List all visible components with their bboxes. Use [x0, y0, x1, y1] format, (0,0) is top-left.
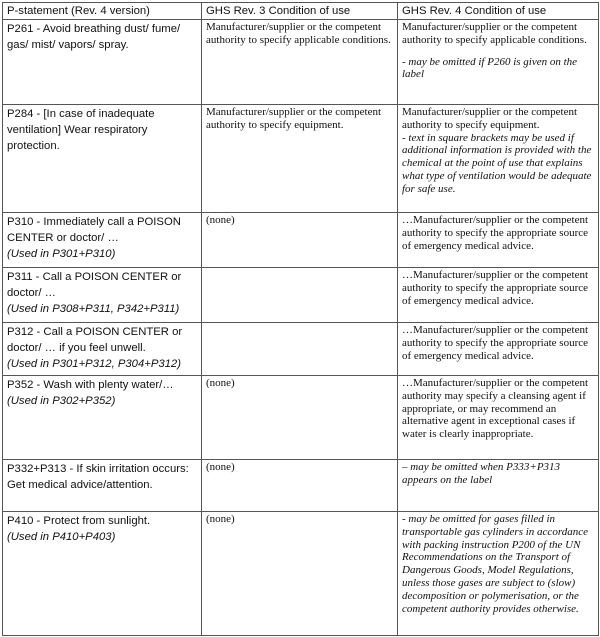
rev3-cell: [202, 323, 398, 376]
rev4-cell: [398, 213, 599, 268]
rev3-cell: [202, 268, 398, 323]
p-statement-cell: [3, 460, 202, 512]
ghs-conditions-table: [2, 2, 599, 636]
rev3-cell: [202, 376, 398, 460]
statement-text: P311 - Call a POISON CENTER or doctor/ …: [7, 271, 182, 299]
p-statement-cell: [3, 20, 202, 105]
header-rev3-condition: GHS Rev. 3 Condition of use: [202, 3, 398, 20]
table-row: [3, 105, 599, 213]
rev4-text: …Manufacturer/supplier or the competent authority to specify the appropriate source of emergency medical advice.: [402, 324, 589, 362]
rev3-cell: [202, 512, 398, 636]
p-statement-cell: [3, 213, 202, 268]
header-rev4-condition: GHS Rev. 4 Condition of use: [398, 3, 599, 20]
statement-text: P261 - Avoid breathing dust/ fume/ gas/ mist/ vapors/ spray.: [7, 23, 181, 51]
rev3-text: (none): [206, 214, 235, 226]
rev4-cell: [398, 460, 599, 512]
rev4-note: - text in square brackets may be used if additional information is provided with the chemical at the point of use that explains what type of ventilation would be adequate for safe use.: [402, 131, 592, 195]
used-in-text: (Used in P410+P403): [7, 531, 116, 543]
p-statement-cell: [3, 105, 202, 213]
rev4-cell: [398, 376, 599, 460]
header-p-statement: P-statement (Rev. 4 version): [3, 3, 202, 20]
rev4-text: Manufacturer/supplier or the competent authority to specify applicable conditions.: [402, 21, 587, 46]
rev4-text: …Manufacturer/supplier or the competent authority to specify the appropriate source of emergency medical advice.: [402, 214, 589, 252]
rev3-cell: [202, 213, 398, 268]
used-in-text: (Used in P301+P312, P304+P312): [7, 358, 181, 370]
statement-text: P312 - Call a POISON CENTER or doctor/ … if you feel unwell.: [7, 326, 183, 354]
rev4-cell: [398, 105, 599, 213]
rev4-text: …Manufacturer/supplier or the competent authority may specify a cleansing agent if appropriate, or may recommend an alternative agent in exceptional cases if water is clearly inappropriate.: [402, 377, 589, 441]
rev4-cell: [398, 323, 599, 376]
rev3-cell: [202, 460, 398, 512]
statement-text: P332+P313 - If skin irritation occurs: Get medical advice/attention.: [7, 463, 189, 491]
statement-text: P284 - [In case of inadequate ventilation] Wear respiratory protection.: [7, 108, 155, 152]
rev4-note: - may be omitted if P260 is given on the label: [402, 55, 578, 81]
table-row: [3, 376, 599, 460]
statement-text: P410 - Protect from sunlight.: [7, 515, 151, 527]
rev3-cell: [202, 105, 398, 213]
p-statement-cell: [3, 268, 202, 323]
header-row: [3, 3, 599, 20]
p-statement-cell: [3, 376, 202, 460]
used-in-text: (Used in P308+P311, P342+P311): [7, 303, 180, 315]
rev3-cell: [202, 20, 398, 105]
p-statement-cell: [3, 323, 202, 376]
table-row: [3, 213, 599, 268]
table-row: [3, 460, 599, 512]
rev4-cell: [398, 512, 599, 636]
table-row: [3, 268, 599, 323]
table-row: [3, 323, 599, 376]
rev4-text: Manufacturer/supplier or the competent authority to specify equipment.: [402, 106, 578, 131]
rev3-text: (none): [206, 377, 235, 389]
statement-text: P310 - Immediately call a POISON CENTER or doctor/ …: [7, 216, 181, 244]
rev4-text: …Manufacturer/supplier or the competent authority to specify the appropriate source of emergency medical advice.: [402, 269, 589, 307]
rev3-text: (none): [206, 461, 235, 473]
statement-text: P352 - Wash with plenty water/…: [7, 379, 174, 391]
rev3-text: Manufacturer/supplier or the competent authority to specify equipment.: [206, 106, 382, 131]
rev4-cell: [398, 268, 599, 323]
rev4-note: - may be omitted for gases filled in transportable gas cylinders in accordance with packing instruction P200 of the UN Recommendations on the Transport of Dangerous Goods, Model Regulations, unless those gases are subject to (slow) decomposition or polymerisation, or the competent authority provides otherwise.: [402, 513, 588, 615]
rev4-cell: [398, 20, 599, 105]
p-statement-cell: [3, 512, 202, 636]
used-in-text: (Used in P301+P310): [7, 248, 116, 260]
table-row: [3, 512, 599, 636]
rev3-text: Manufacturer/supplier or the competent authority to specify applicable conditions.: [206, 21, 391, 46]
table-row: [3, 20, 599, 105]
rev4-note: – may be omitted when P333+P313 appears on the label: [402, 461, 561, 486]
used-in-text: (Used in P302+P352): [7, 395, 116, 407]
rev3-text: (none): [206, 513, 235, 525]
